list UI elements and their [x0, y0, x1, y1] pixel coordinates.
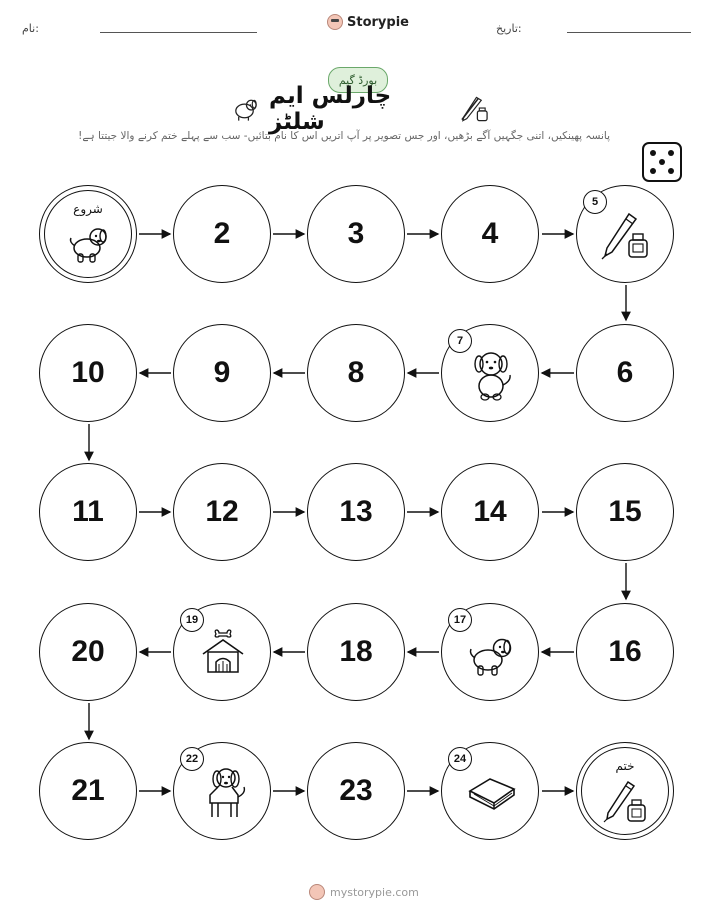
space-number: 18 [339, 635, 373, 668]
space-number: 16 [608, 635, 642, 668]
board-space-21 [39, 742, 137, 840]
start-space [39, 185, 137, 283]
puppy-icon [65, 224, 113, 264]
board-space-18 [307, 603, 405, 701]
name-label: نام: [22, 22, 39, 35]
pen-and-ink-icon [600, 779, 652, 825]
board-space-2 [173, 185, 271, 283]
board-game-badge: بورڈ گیم [328, 67, 388, 93]
board-space-8 [307, 324, 405, 422]
space-number: 21 [71, 774, 105, 807]
space-number: 14 [473, 495, 507, 528]
board-space-4 [441, 185, 539, 283]
board-space-16 [576, 603, 674, 701]
space-number-badge: 7 [448, 329, 472, 353]
storypie-mascot-icon [309, 884, 325, 900]
space-number: 15 [608, 495, 642, 528]
space-number-badge: 17 [448, 608, 472, 632]
date-label: تاریخ: [496, 22, 522, 35]
space-number-badge: 24 [448, 747, 472, 771]
board-space-24 [441, 742, 539, 840]
footer-url[interactable]: mystorypie.com [330, 885, 419, 899]
puppy-icon [466, 634, 518, 678]
space-number-badge: 22 [180, 747, 204, 771]
space-number: 20 [71, 635, 105, 668]
puppy-icon [466, 347, 516, 403]
space-number: 4 [481, 217, 499, 250]
space-number: 12 [205, 495, 239, 528]
board-space-5 [576, 185, 674, 283]
board-space-7 [441, 324, 539, 422]
board-space-9 [173, 324, 271, 422]
board-space-22 [173, 742, 271, 840]
finish-space [576, 742, 674, 840]
space-number: 9 [213, 356, 231, 389]
board-space-11 [39, 463, 137, 561]
space-number-badge: 19 [180, 608, 204, 632]
doghouse-icon [200, 628, 246, 676]
board-space-17 [441, 603, 539, 701]
space-number: 13 [339, 495, 373, 528]
space-number: 8 [347, 356, 365, 389]
space-number: 3 [347, 217, 365, 250]
board-space-10 [39, 324, 137, 422]
start-label: شروع [73, 202, 103, 216]
space-number: 10 [71, 356, 105, 389]
board-space-23 [307, 742, 405, 840]
board-space-6 [576, 324, 674, 422]
space-number: 23 [339, 774, 373, 807]
brand-name: Storypie [347, 14, 409, 30]
pen-and-ink-icon [599, 210, 653, 262]
space-number: 11 [72, 495, 104, 528]
space-number: 6 [616, 356, 634, 389]
board-space-15 [576, 463, 674, 561]
dog-icon [198, 765, 250, 821]
board-space-3 [307, 185, 405, 283]
instructions: پانسہ پھینکیں، اتنی جگہیں آگے بڑھیں، اور جس تصویر پر آپ اتریں اس کا نام بتائیں- سب سے پہلے ختم کرنے والا جیتتا ہے! [78, 130, 610, 142]
finish-label: ختم [615, 759, 635, 773]
board-space-14 [441, 463, 539, 561]
board-space-13 [307, 463, 405, 561]
board-space-19 [173, 603, 271, 701]
space-number: 2 [213, 217, 231, 250]
page-title: چارلس ایم شلٹز [269, 83, 392, 135]
footer [309, 884, 419, 900]
board-space-12 [173, 463, 271, 561]
board-space-20 [39, 603, 137, 701]
book-icon [466, 773, 518, 813]
space-number-badge: 5 [583, 190, 607, 214]
